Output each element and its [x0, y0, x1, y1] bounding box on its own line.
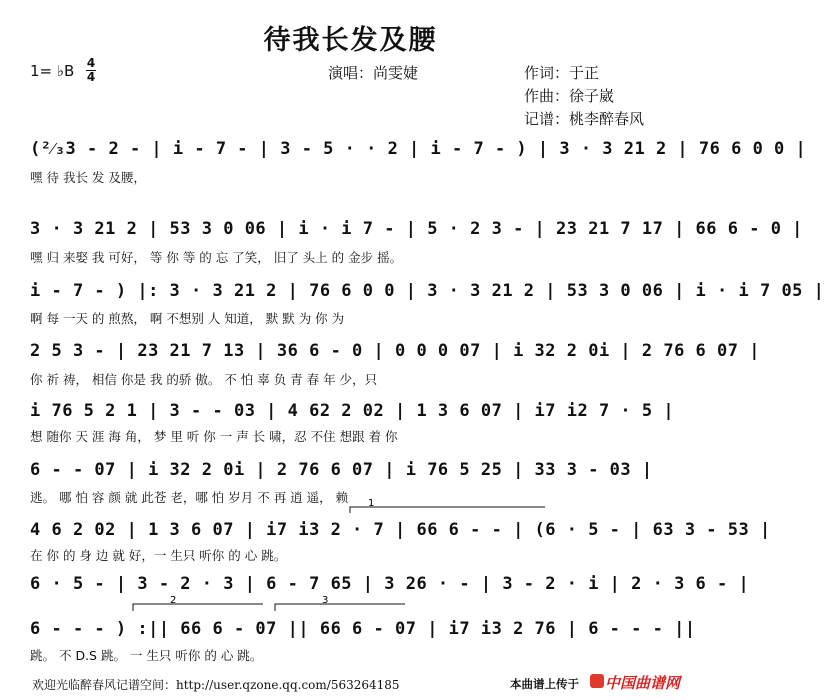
score-row-6-notes: 6 - - 07 | i 32 2 0i | 2 76 6 07 | i 76 5 25 | 33 3 - 03 |: [30, 460, 653, 480]
time-sig-top: 4: [86, 56, 96, 70]
volta-2-label: 2: [170, 595, 177, 606]
score-row-9-lyrics: 跳。 不 D.S 跳。 一 生只 听你 的 心 跳。: [30, 648, 263, 663]
score-row-3-notes: i - 7 - ) |: 3 · 3 21 2 | 76 6 0 0 | 3 · 3 21 2 | 53 3 0 06 | i · i 7 05 |: [30, 281, 824, 301]
lyricist-credit: 作词：于正: [524, 64, 600, 82]
volta-1-label: 1: [368, 498, 375, 509]
score-row-1-lyrics: 嘿 待 我长 发 及腰，: [30, 170, 146, 185]
score-row-9-notes: 6 - - - ) :|| 66 6 - 07 || 66 6 - 07 | i7 i3 2 76 | 6 - - - ||: [30, 619, 696, 639]
volta-1-line: [350, 507, 545, 513]
footer-upload-note: 本曲谱上传于: [510, 677, 579, 691]
score-row-2-notes: 3 · 3 21 2 | 53 3 0 06 | i · i 7 - | 5 · 2 3 - | 23 21 7 17 | 66 6 - 0 |: [30, 219, 803, 239]
score-row-3-lyrics: 啊 每 一天 的 煎熬， 啊 不想别 人 知道， 默 默 为 你 为: [30, 311, 345, 326]
score-row-4-lyrics: 你 祈 祷， 相信 你是 我 的骄 傲。 不 怕 辜 负 青 春 年 少，只: [30, 372, 378, 387]
score-row-2-lyrics: 嘿 归 来娶 我 可好， 等 你 等 的 忘 了笑， 旧了 头上 的 金步 摇。: [30, 250, 403, 265]
volta-3-line: [275, 604, 405, 611]
site-logo-icon: [590, 674, 604, 688]
score-row-5-lyrics: 想 随你 天 涯 海 角， 梦 里 听 你 一 声 长 啸，忍 不住 想跟 着 你: [30, 429, 398, 444]
singer-credit: 演唱：尚雯婕: [328, 64, 419, 82]
score-row-1-notes: (²⁄₃3 - 2 - | i - 7 - | 3 - 5 · · 2 | i - 7 - ) | 3 · 3 21 2 | 76 6 0 0 |: [30, 139, 807, 159]
volta-2-line: [133, 604, 263, 611]
time-sig-bottom: 4: [86, 70, 96, 84]
volta-3-label: 3: [322, 595, 329, 606]
score-row-6-lyrics: 逃。 哪 怕 容 颜 就 此苍 老，哪 怕 岁月 不 再 逍 遥， 赖: [30, 490, 349, 505]
song-title: 待我长发及腰: [263, 25, 438, 56]
composer-credit: 作曲：徐子崴: [524, 87, 615, 105]
transcriber-credit: 记谱：桃李醉春风: [524, 110, 645, 128]
score-row-7-lyrics: 在 你 的 身 边 就 好，一 生只 听你 的 心 跳。: [30, 548, 287, 563]
footer-website: 欢迎光临醉春风记谱空间：http://user.qzone.qq.com/563264185: [32, 678, 400, 692]
score-row-8-notes: 6 · 5 - | 3 - 2 · 3 | 6 - 7 65 | 3 26 · - | 3 - 2 · i | 2 · 3 6 - |: [30, 574, 750, 594]
key-signature: 1= ♭B: [30, 62, 75, 80]
score-row-5-notes: i 76 5 2 1 | 3 - - 03 | 4 62 2 02 | 1 3 6 07 | i7 i2 7 · 5 |: [30, 401, 675, 421]
score-row-4-notes: 2 5 3 - | 23 21 7 13 | 36 6 - 0 | 0 0 0 07 | i 32 2 0i | 2 76 6 07 |: [30, 341, 760, 361]
site-logo-text: 中国曲谱网: [605, 674, 681, 692]
score-row-7-notes: 4 6 2 02 | 1 3 6 07 | i7 i3 2 · 7 | 66 6 - - | (6 · 5 - | 63 3 - 53 |: [30, 520, 771, 540]
